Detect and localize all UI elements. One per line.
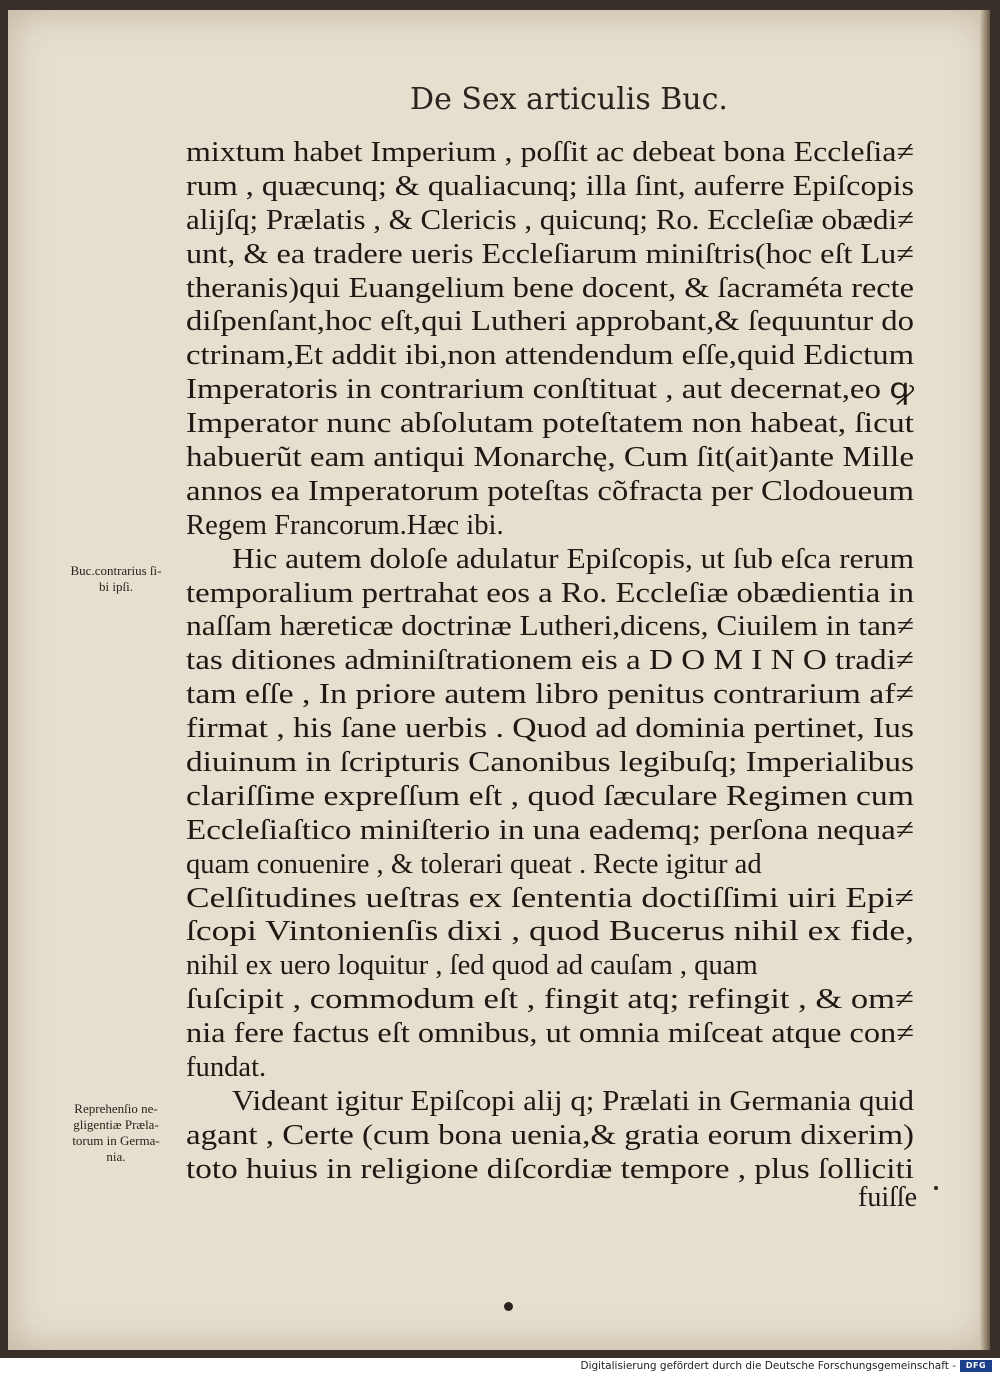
- text-line: firmat , his ſane uerbis . Quod ad dominia pertinet, Ius: [186, 713, 915, 745]
- marginal-note-2: [46, 1101, 186, 1165]
- text-line: fundat.: [186, 1052, 267, 1084]
- text-line: diuinum in ſcripturis Canonibus legibuſq; Imperialibus: [186, 747, 914, 779]
- text-line: Imperatoris in contrarium conſtituat , aut decernat,eo ꝙ: [186, 374, 914, 406]
- text-line: alijſq; Prælatis , & Clericis , quicunq; Ro. Eccleſiæ obædi≠: [186, 204, 914, 236]
- text-line: Hic autem doloſe adulatur Epiſcopis, ut ſub eſca rerum: [232, 543, 914, 575]
- ink-spot: [934, 1186, 938, 1190]
- dfg-logo: DFG: [960, 1360, 992, 1372]
- text-line: rum , quæcunq; & qualiacunq; illa ſint, auferre Epiſcopis: [186, 170, 914, 202]
- text-line: tam eſſe , In priore autem libro penitus contrarium af≠: [186, 679, 914, 711]
- text-line: agant , Certe (cum bona uenia,& gratia eorum dixerim): [186, 1119, 914, 1151]
- text-line: quam conuenire , & tolerari queat . Recte igitur ad: [186, 848, 762, 880]
- text-line: Videant igitur Epiſcopi alij q; Prælati in Germania quid: [232, 1085, 914, 1117]
- text-line: Celſitudines ueſtras ex ſententia doctiſſimi uiri Epi≠: [186, 882, 914, 914]
- text-line: Regem Francorum.Hæc ibi.: [186, 509, 504, 541]
- text-line: nia fere factus eſt omnibus, ut omnia miſceat atque con≠: [186, 1018, 915, 1050]
- ink-spot: [504, 1302, 513, 1311]
- running-head: De Sex articulis Buc.: [410, 82, 728, 117]
- text-line: mixtum habet Imperium , poſſit ac debeat bona Eccleſia≠: [186, 137, 914, 168]
- text-line: habuerũt eam antiqui Monarchę, Cum ſit(ait)ante Mille: [186, 442, 914, 474]
- marginal-note-line: torum in Germa-: [72, 1133, 160, 1148]
- text-line: temporalium pertrahat eos a Ro. Eccleſiæ obædientia in: [186, 577, 914, 609]
- text-line: Imperator nunc abſolutam poteſtatem non habeat, ſicut: [186, 408, 914, 440]
- text-line: clariſſime expreſſum eſt , quod ſæculare Regimen cum: [186, 780, 914, 812]
- text-line: annos ea Imperatorum poteſtas cõfracta per Clodoueum: [186, 475, 914, 507]
- footer-credit: Digitalisierung gefördert durch die Deutsche Forschungsgemeinschaft -: [580, 1360, 956, 1372]
- text-line: ſcopi Vintonienſis dixi , quod Bucerus nihil ex fide,: [186, 916, 914, 948]
- text-line: ſuſcipit , commodum eſt , fingit atq; refingit , & om≠: [186, 984, 914, 1016]
- text-line: unt, & ea tradere ueris Eccleſiarum miniſtris(hoc eſt Lu≠: [186, 238, 914, 270]
- text-line: diſpenſant,hoc eſt,qui Lutheri approbant,& ſequuntur do: [186, 306, 914, 338]
- book-page: [8, 10, 990, 1350]
- text-line: nihil ex uero loquitur , ſed quod ad cauſam , quam: [186, 950, 758, 982]
- marginal-note-line: bi ipſi.: [99, 579, 133, 594]
- marginal-note-1: [46, 563, 186, 595]
- body-text: [186, 136, 916, 1187]
- text-line: theranis)qui Euangelium bene docent, & ſacraméta recte: [186, 272, 914, 304]
- marginal-note-line: Buc.contrarius ſi-: [70, 563, 162, 578]
- text-line: ctrinam,Et addit ibi,non attendendum eſſe,quid Edictum: [186, 340, 914, 372]
- marginal-note-line: nia.: [106, 1149, 126, 1164]
- text-line: naſſam hæreticæ doctrinæ Lutheri,dicens, Ciuilem in tan≠: [186, 611, 914, 643]
- marginal-note-line: gligentiæ Præla-: [73, 1117, 159, 1132]
- page-edge: [980, 10, 990, 1350]
- text-line: Eccleſiaſtico miniſterio in una eademq; perſona nequa≠: [186, 814, 914, 846]
- text-line: toto huius in religione diſcordiæ tempore , plus ſolliciti: [186, 1153, 914, 1185]
- text-line: tas ditiones adminiſtrationem eis a D O M I N O tradi≠: [186, 645, 915, 677]
- marginal-note-line: Reprehenſio ne-: [74, 1101, 158, 1116]
- catchword: fuiſſe: [858, 1182, 918, 1213]
